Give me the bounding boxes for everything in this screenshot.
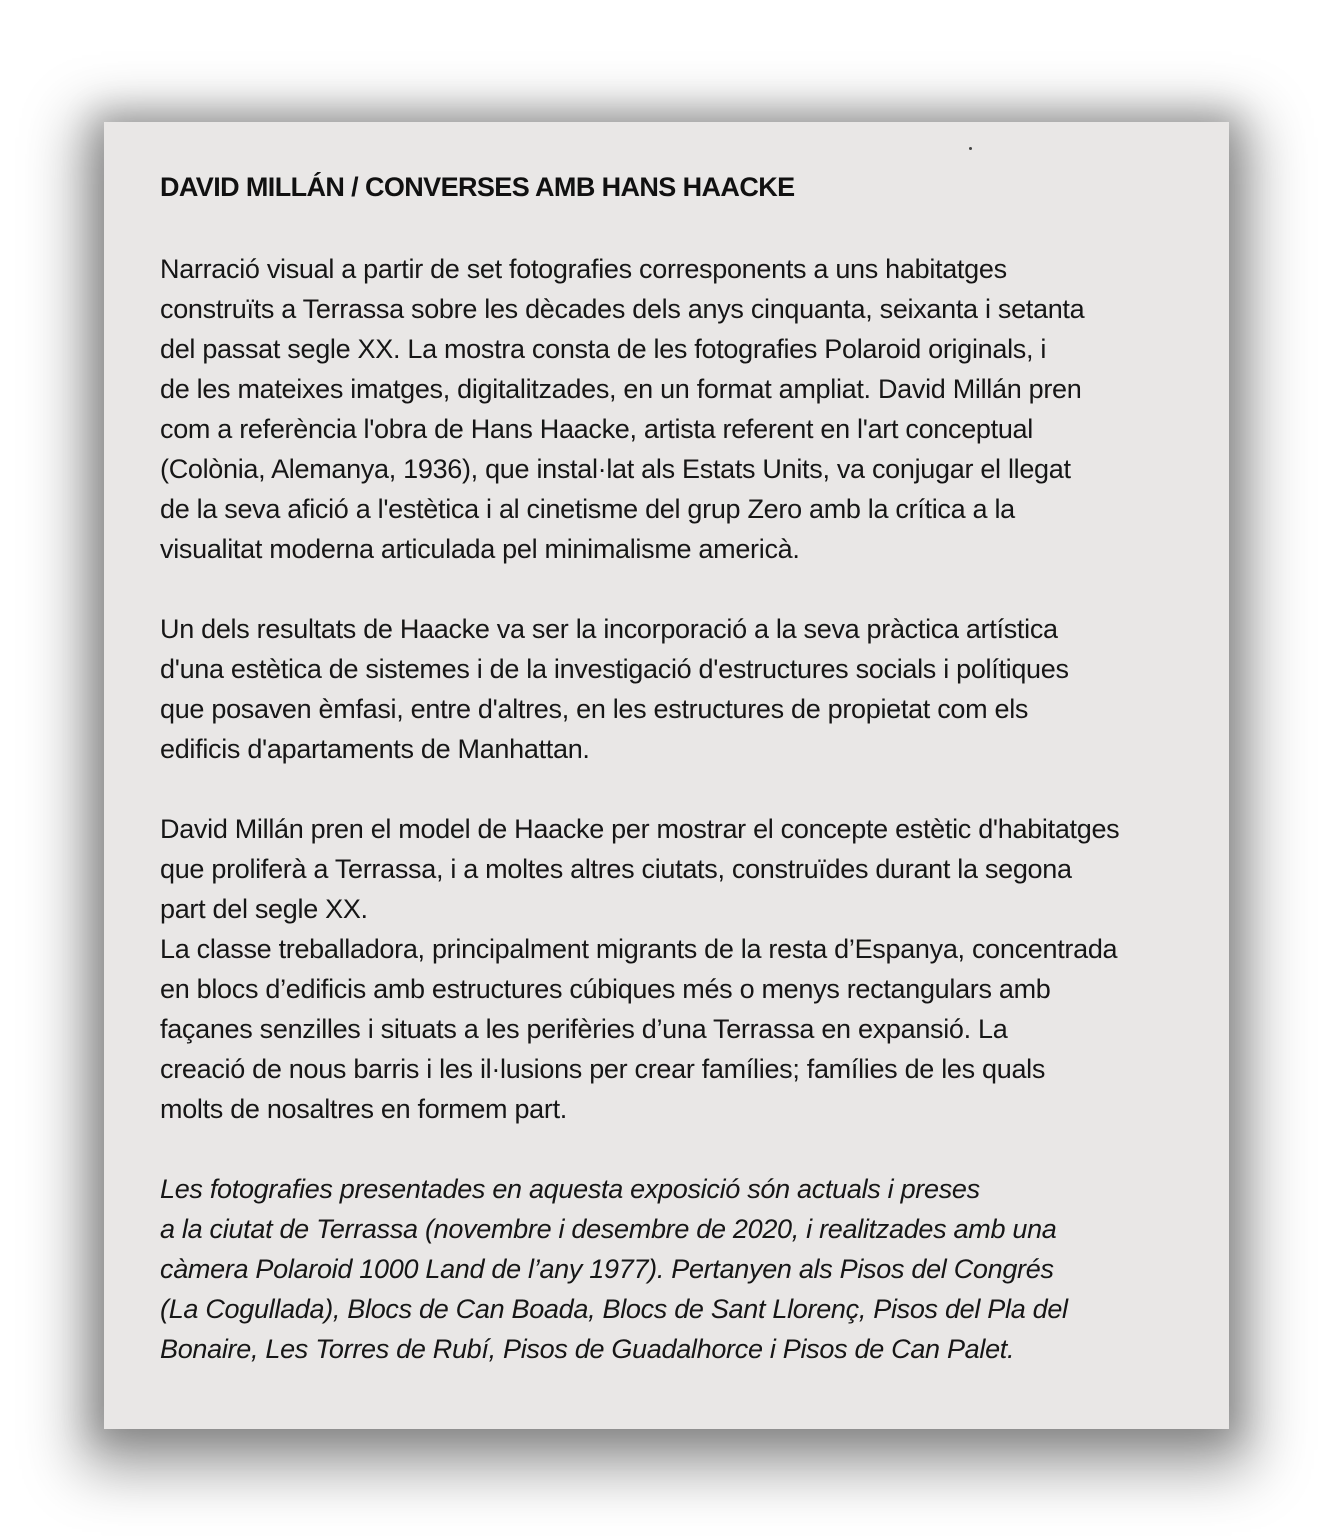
text-line: a la ciutat de Terrassa (novembre i desembre de 2020, i realitzades amb una [160,1214,1057,1244]
text-line: (La Cogullada), Blocs de Can Boada, Blocs de Sant Llorenç, Pisos del Pla del [160,1294,1068,1324]
text-line: part del segle XX. [160,894,368,924]
text-line: creació de nous barris i les il·lusions per crear famílies; famílies de les quals [160,1054,1046,1084]
text-line: David Millán pren el model de Haacke per mostrar el concepte estètic d'habitatges [160,814,1120,844]
text-line: que posaven èmfasi, entre d'altres, en les estructures de propietat com els [160,694,1029,724]
text-line: en blocs d’edificis amb estructures cúbiques més o menys rectangulars amb [160,974,1051,1004]
text-line: molts de nosaltres en formem part. [160,1094,567,1124]
text-line: La classe treballadora, principalment migrants de la resta d’Espanya, concentrada [160,934,1118,964]
text-line: façanes senzilles i situats a les perifèries d’una Terrassa en expansió. La [160,1014,1008,1044]
text-line: Un dels resultats de Haacke va ser la incorporació a la seva pràctica artística [160,614,1058,644]
paragraph-millan-model [160,809,1200,1129]
text-line: càmera Polaroid 1000 Land de l’any 1977). Pertanyen als Pisos del Congrés [160,1254,1054,1284]
text-line: visualitat moderna articulada pel minimalisme americà. [160,534,800,564]
text-line: construïts a Terrassa sobre les dècades dels anys cinquanta, seixanta i setanta [160,294,1085,324]
text-line: Les fotografies presentades en aquesta exposició són actuals i preses [160,1174,980,1204]
text-line: com a referència l'obra de Hans Haacke, artista referent en l'art conceptual [160,414,1033,444]
paragraph-intro [160,249,1200,569]
document-title: DAVID MILLÁN / CONVERSES AMB HANS HAACKE [160,172,795,202]
paragraph-photo-notes [160,1169,1200,1369]
text-line: edificis d'apartaments de Manhattan. [160,734,590,764]
text-line: (Colònia, Alemanya, 1936), que instal·lat als Estats Units, va conjugar el llegat [160,454,1071,484]
exhibition-text-panel [104,122,1229,1429]
text-line: de les mateixes imatges, digitalitzades, en un format ampliat. David Millán pren [160,374,1082,404]
paragraph-haacke-results [160,609,1200,769]
speck-mark [969,147,972,150]
panel-content [160,167,1200,1369]
text-line: de la seva afició a l'estètica i al cinetisme del grup Zero amb la crítica a la [160,494,1015,524]
text-line: d'una estètica de sistemes i de la investigació d'estructures socials i polítiques [160,654,1069,684]
text-line: Bonaire, Les Torres de Rubí, Pisos de Guadalhorce i Pisos de Can Palet. [160,1334,1015,1364]
text-line: que proliferà a Terrassa, i a moltes altres ciutats, construïdes durant la segona [160,854,1072,884]
text-line: del passat segle XX. La mostra consta de les fotografies Polaroid originals, i [160,334,1047,364]
text-line: Narració visual a partir de set fotografies corresponents a uns habitatges [160,254,1007,284]
